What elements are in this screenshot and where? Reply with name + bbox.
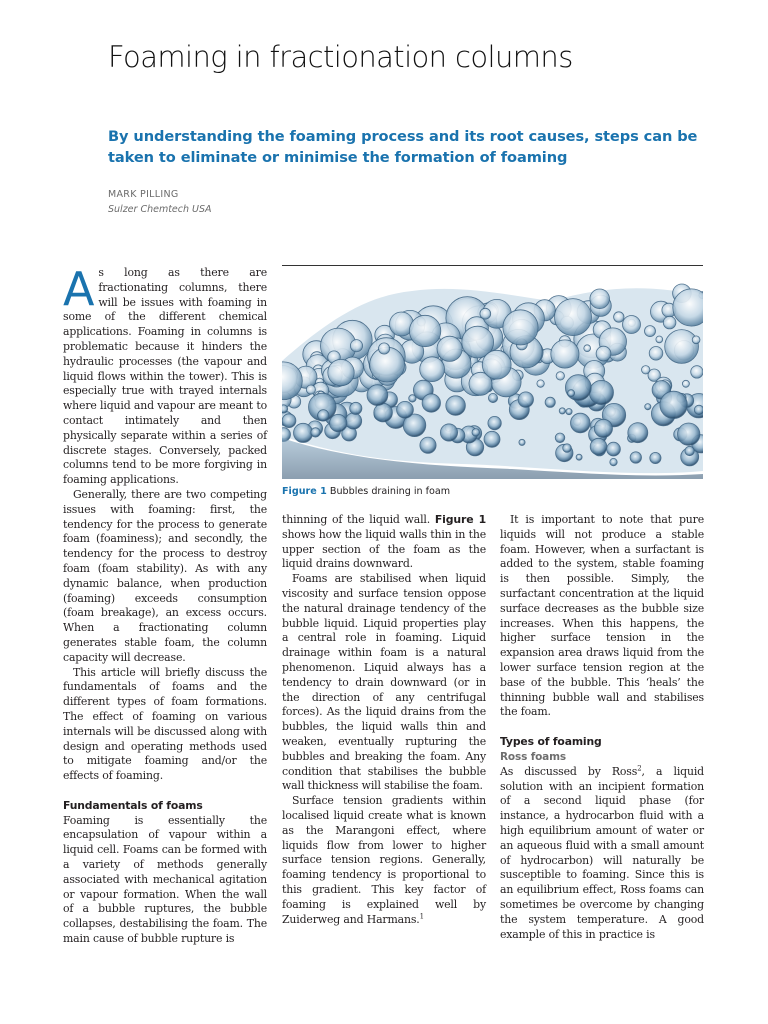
foam-bubble bbox=[350, 402, 362, 414]
foam-bubble bbox=[663, 316, 676, 329]
foam-bubble bbox=[685, 446, 694, 455]
text-run: Surface tension gradients within localised liquid create what is known as the Marangoni effect, where liquids flow from lower to higher surface tension regions. Generally, foaming tendency is proportional to this gradient. This key factor of foaming is explained well by Zuiderweg and Harmans. bbox=[282, 794, 486, 926]
foam-bubble bbox=[446, 396, 466, 416]
figure-1-caption bbox=[282, 486, 450, 497]
foam-bubble bbox=[397, 401, 414, 418]
paragraph: Foaming is essentially the encapsulation of vapour within a liquid cell. Foams can be formed with a variety of methods generally associated with mechanical agitation or vapour formation. When the wall of a bubble ruptures, the bubble collapses, destabilising the foam. The main cause of bubble rupture is bbox=[63, 813, 267, 946]
foam-bubble bbox=[650, 452, 661, 463]
figure-caption-text: Bubbles draining in foam bbox=[329, 486, 451, 497]
foam-bubble bbox=[630, 452, 641, 463]
foam-bubble bbox=[551, 340, 579, 368]
foam-bubble bbox=[484, 431, 500, 447]
foam-bubble bbox=[590, 289, 610, 309]
foam-bubble bbox=[420, 357, 445, 382]
foam-bubble bbox=[559, 408, 565, 414]
foam-bubble bbox=[642, 366, 650, 374]
subsection-heading-ross: Ross foams bbox=[500, 750, 567, 763]
foam-bubble bbox=[645, 326, 656, 337]
foam-bubble bbox=[306, 385, 315, 394]
foam-bubble bbox=[518, 392, 533, 407]
drop-cap: A bbox=[63, 262, 95, 316]
foam-bubble bbox=[563, 444, 572, 453]
foam-bubbles-illustration bbox=[282, 266, 703, 479]
foam-bubble bbox=[566, 409, 572, 415]
foam-bubble bbox=[294, 423, 313, 442]
foam-bubble bbox=[282, 405, 288, 413]
foam-bubble bbox=[330, 414, 347, 431]
foam-bubble bbox=[682, 380, 689, 387]
foam-bubble bbox=[282, 414, 296, 428]
paragraph bbox=[500, 765, 704, 943]
foam-bubble bbox=[480, 308, 491, 319]
text-run: shows how the liquid walls thin in the upper section of the foam as the liquid drains downward. bbox=[282, 527, 486, 571]
foam-bubble bbox=[610, 458, 617, 465]
foam-bubble bbox=[649, 347, 663, 361]
foam-bubble bbox=[694, 405, 703, 414]
section-heading-fundamentals: Fundamentals of foams bbox=[63, 798, 203, 812]
foam-bubble bbox=[440, 424, 457, 441]
foam-bubble bbox=[576, 454, 582, 460]
foam-bubble bbox=[665, 330, 699, 364]
author-affiliation: Sulzer Chemtech USA bbox=[108, 204, 212, 215]
foam-bubble bbox=[409, 315, 440, 346]
foam-bubble bbox=[584, 345, 591, 352]
foam-bubble bbox=[628, 423, 648, 443]
foam-bubble bbox=[607, 442, 621, 456]
foam-bubble bbox=[488, 393, 497, 402]
column-1 bbox=[63, 262, 267, 947]
foam-bubble bbox=[379, 343, 390, 354]
foam-bubble bbox=[692, 336, 700, 344]
foam-bubble bbox=[420, 437, 436, 453]
paragraph: This article will briefly discuss the fundamentals of foams and the different types of foam formations. The effect of foaming on various internals will be discussed along with design and operating methods used to mitigate foaming and/or the effects of foaming. bbox=[63, 665, 267, 783]
foam-bubble bbox=[488, 416, 501, 429]
foam-bubble bbox=[422, 394, 440, 412]
foam-bubble bbox=[519, 439, 525, 445]
foam-bubble bbox=[590, 438, 607, 455]
foam-bubble bbox=[596, 346, 611, 361]
foam-bubble bbox=[374, 403, 393, 422]
foam-bubble bbox=[555, 433, 565, 443]
intro-paragraph bbox=[63, 262, 267, 488]
foam-bubble bbox=[350, 340, 362, 352]
foam-bubble bbox=[472, 429, 480, 437]
column-3 bbox=[500, 513, 704, 942]
foam-bubble bbox=[589, 380, 613, 404]
foam-bubble bbox=[623, 316, 641, 334]
foam-bubble bbox=[656, 336, 663, 343]
foam-bubble bbox=[555, 299, 592, 336]
foam-bubble bbox=[594, 419, 612, 437]
foam-bubble bbox=[614, 312, 624, 322]
paragraph: Generally, there are two competing issues with foaming: first, the tendency for the process to generate foam (foaminess); and secondly, the tendency for the process to destroy foam (foam stability). As with any dynamic balance, when production (foaming) exceeds consumption (foam breakage), an excess occurs. When a fractionating column generates stable foam, the column capacity will decrease. bbox=[63, 487, 267, 664]
article-title: Foaming in fractionation columns bbox=[108, 40, 573, 74]
figure-reference: Figure 1 bbox=[434, 513, 486, 526]
foam-bubble bbox=[545, 397, 555, 407]
paragraph: Foams are stabilised when liquid viscosity and surface tension oppose the natural drainage tendency of the bubble liquid. Liquid properties play a central role in foaming. Liquid drainage within foam is a natural phenomenon. Liquid always has a tendency to drain downward (or in the direction of any centrifugal forces). As the liquid drains from the bubbles, the liquid walls thin and weaken, eventually rupturing the bubbles and breaking the foam. Any condition that stabilises the bubble wall thickness will stabilise the foam. bbox=[282, 572, 486, 793]
foam-bubble bbox=[482, 350, 511, 379]
foam-bubble bbox=[409, 395, 416, 402]
reference-superscript: 1 bbox=[419, 911, 424, 920]
foam-bubble bbox=[503, 310, 538, 345]
foam-bubble bbox=[645, 404, 651, 410]
foam-bubble bbox=[691, 366, 703, 378]
paragraph bbox=[282, 794, 486, 927]
foam-bubble bbox=[318, 410, 329, 421]
foam-bubble bbox=[556, 372, 564, 380]
foam-bubble bbox=[437, 336, 462, 361]
foam-bubble bbox=[328, 359, 354, 385]
paragraph: It is important to note that pure liquids will not produce a stable foam. However, when a surfactant is added to the system, stable foaming is then possible. Simply, the surfactant concentration at the liquid surface decreases as the bubble size increases. When this happens, the higher surface tension in the expansion area draws liquid from the lower surface tension region at the base of the bubble. This ‘heals’ the thinning bubble wall and stabilises the foam. bbox=[500, 513, 704, 719]
foam-bubble bbox=[367, 385, 388, 406]
foam-bubble bbox=[568, 390, 575, 397]
author-name: MARK PILLING bbox=[108, 189, 179, 200]
article-subtitle: By understanding the foaming process and its root causes, steps can be taken to eliminate or minimise the formation of foaming bbox=[108, 128, 698, 166]
foam-bubble bbox=[678, 423, 700, 445]
foam-bubble bbox=[660, 391, 687, 418]
figure-label: Figure 1 bbox=[282, 486, 327, 497]
paragraph bbox=[282, 513, 486, 572]
column-2 bbox=[282, 513, 486, 927]
intro-text: s long as there are fractionating columns, there will be issues with foaming in some of the different chemical applications. Foaming in columns is problematic because it hinders the hydraulic processes (the vapour and liquid flows within the tower). This is especially true with trayed internals where liquid and vapour are meant to contact intimately and then physically separate within a series of discrete stages. Conversely, packed columns tend to be more forgiving in foaming applications. bbox=[63, 266, 267, 487]
figure-1-image bbox=[282, 266, 703, 479]
section-heading-types: Types of foaming bbox=[500, 735, 602, 749]
foam-bubble bbox=[537, 380, 544, 387]
text-run: thinning of the liquid wall. bbox=[282, 513, 435, 526]
text-run: , a liquid solution with an incipient formation of a second liquid phase (for instance, a hydrocarbon fluid with a high equilibrium amount of water or an aqueous fluid with a small amount of hydrocarbon) will naturally be susceptible to foaming. Since this is an equilibrium effect, Ross foams can sometimes be overcome by changing the system temperature. A good example of this in practice is bbox=[500, 764, 704, 941]
foam-bubble bbox=[571, 413, 591, 433]
reference-superscript: 2 bbox=[637, 764, 642, 773]
text-run: As discussed by Ross bbox=[500, 764, 638, 778]
foam-bubble bbox=[346, 413, 362, 429]
foam-bubble bbox=[311, 428, 320, 437]
